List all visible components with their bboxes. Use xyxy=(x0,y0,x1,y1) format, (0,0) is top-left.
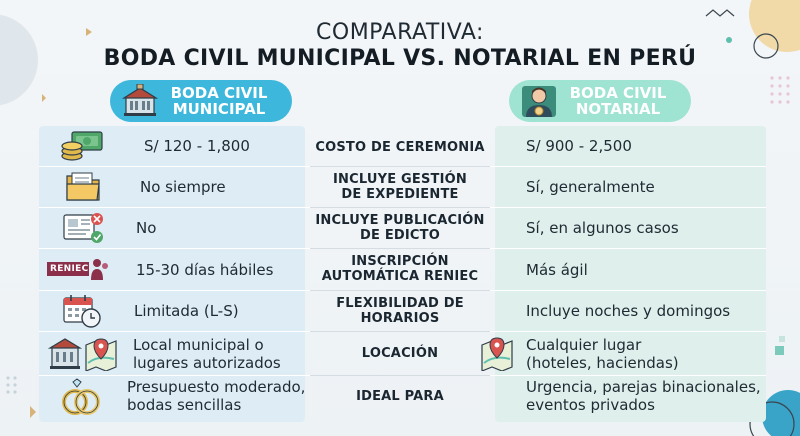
column-header-notarial-line-2: NOTARIAL xyxy=(575,100,661,118)
municipal-value xyxy=(127,378,305,414)
column-header-municipal-line-1: BODA CIVIL xyxy=(170,84,268,102)
column-header-municipal-line-2: MUNICIPAL xyxy=(172,100,266,118)
notarial-value: Incluye noches y domingos xyxy=(526,302,731,320)
notarial-value: Sí, generalmente xyxy=(526,178,655,196)
criterion-label xyxy=(310,128,490,166)
criterion-label xyxy=(310,292,490,330)
building-map-icon xyxy=(48,335,118,371)
notarial-value-line: (hoteles, haciendas) xyxy=(526,354,679,372)
notarial-value-line: Cualquier lugar xyxy=(526,336,642,354)
municipal-value: 15-30 días hábiles xyxy=(136,261,274,279)
municipal-value-line: Local municipal o xyxy=(133,336,264,354)
row-divider xyxy=(310,290,490,291)
notarial-value xyxy=(526,378,761,414)
column-header-municipal xyxy=(110,80,292,122)
criterion-label-line: DE EXPEDIENTE xyxy=(341,187,459,202)
reniec-logo-icon xyxy=(47,256,109,282)
folder-icon xyxy=(64,170,102,204)
criterion-label-line: COSTO DE CEREMONIA xyxy=(315,139,485,155)
row-divider xyxy=(310,375,490,376)
criterion-label-line: AUTOMÁTICA RENIEC xyxy=(321,269,479,284)
notarial-value: S/ 900 - 2,500 xyxy=(526,137,632,155)
notary-person-icon xyxy=(521,84,557,118)
notarial-value-line: Urgencia, parejas binacionales, xyxy=(526,378,761,396)
municipal-value: No siempre xyxy=(140,178,226,196)
notarial-value: Más ágil xyxy=(526,261,588,279)
municipal-value: No xyxy=(136,219,157,237)
reniec-logo-text: RENIEC xyxy=(50,264,89,274)
criterion-label-line: DE EDICTO xyxy=(360,228,440,243)
money-coins-icon xyxy=(60,128,104,162)
criterion-label xyxy=(310,250,490,288)
row-divider xyxy=(310,331,490,332)
criterion-label-line: IDEAL PARA xyxy=(356,388,444,404)
notarial-value xyxy=(526,336,679,372)
criterion-label xyxy=(310,377,490,415)
wedding-rings-icon xyxy=(60,378,102,416)
municipal-building-icon xyxy=(122,84,158,118)
calendar-clock-icon xyxy=(62,294,102,328)
criterion-label-line: FLEXIBILIDAD DE xyxy=(336,296,464,311)
municipal-value-line: lugares autorizados xyxy=(133,354,281,372)
criterion-label-line: HORARIOS xyxy=(360,311,440,326)
criterion-label-line: LOCACIÓN xyxy=(361,345,439,361)
municipal-value: Limitada (L-S) xyxy=(134,302,239,320)
criterion-label xyxy=(310,168,490,206)
criterion-label-line: INCLUYE GESTIÓN xyxy=(332,172,467,187)
notarial-value-line: eventos privados xyxy=(526,396,655,414)
notarial-value: Sí, en algunos casos xyxy=(526,219,679,237)
municipal-value: S/ 120 - 1,800 xyxy=(144,137,250,155)
column-header-notarial xyxy=(509,80,691,122)
row-divider xyxy=(310,248,490,249)
criterion-label-line: INSCRIPCIÓN xyxy=(351,254,449,269)
page-title-line-1: COMPARATIVA: xyxy=(316,20,484,45)
municipal-value-line: bodas sencillas xyxy=(127,396,242,414)
criterion-label xyxy=(310,209,490,247)
newspaper-check-icon xyxy=(62,211,106,245)
criterion-label-line: INCLUYE PUBLICACIÓN xyxy=(315,213,485,228)
municipal-value-line: Presupuesto moderado, xyxy=(127,378,306,396)
criterion-label xyxy=(310,334,490,372)
map-pin-icon xyxy=(480,335,516,371)
row-divider xyxy=(310,207,490,208)
municipal-value xyxy=(133,336,281,372)
row-divider xyxy=(310,166,490,167)
page-title-line-2: BODA CIVIL MUNICIPAL VS. NOTARIAL EN PERÚ xyxy=(103,46,697,71)
column-header-notarial-line-1: BODA CIVIL xyxy=(569,84,667,102)
